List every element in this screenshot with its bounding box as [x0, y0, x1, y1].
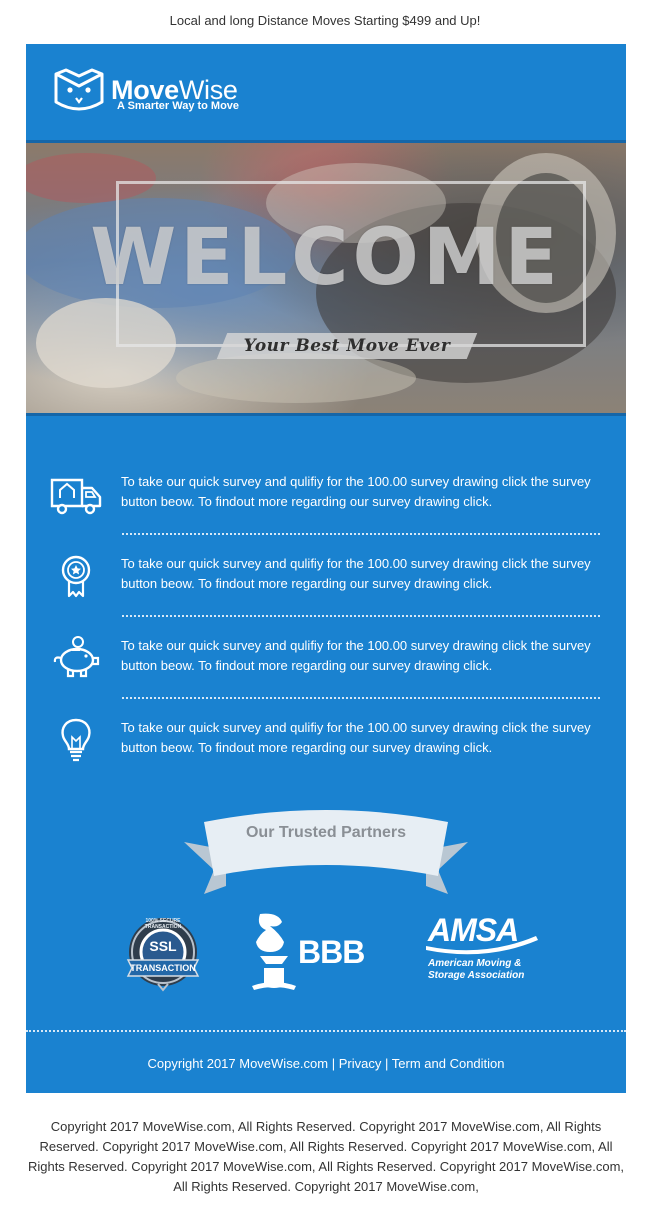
hero-title: WELCOME — [90, 213, 562, 303]
ssl-center-text: SSL — [149, 938, 177, 954]
footer-separator: | — [331, 1056, 336, 1071]
feature-item-award — [26, 554, 626, 614]
partners-section — [26, 804, 626, 1054]
hero-subtitle: Your Best Move Ever — [243, 336, 451, 356]
email-card — [26, 44, 626, 1093]
footer-links — [26, 1056, 626, 1071]
footer-separator: | — [385, 1056, 389, 1071]
feature-text: To take our quick survey and qulifiy for the 100.00 survey drawing click the survey button beow. To findout more regarding our survey drawing click. — [121, 638, 591, 673]
feature-text: To take our quick survey and qulifiy for the 100.00 survey drawing click the survey button beow. To findout more regarding our survey drawing click. — [121, 474, 591, 509]
brand-tagline: A Smarter Way to Move — [117, 100, 240, 112]
logo[interactable] — [52, 68, 292, 118]
divider — [122, 615, 600, 617]
ssl-ring-text: 100% SECURE TRANSACTION — [144, 918, 182, 930]
piggy-bank-icon — [50, 636, 102, 680]
feature-item-savings — [26, 636, 626, 696]
award-badge-icon — [50, 554, 102, 598]
amsa-badge[interactable] — [424, 912, 544, 996]
bbb-badge[interactable] — [248, 908, 378, 998]
divider — [122, 533, 600, 535]
lightbulb-icon — [50, 718, 102, 762]
ssl-banner-text: TRANSACTION — [130, 963, 196, 973]
feature-text: To take our quick survey and qulifiy for the 100.00 survey drawing click the survey button beow. To findout more regarding our survey drawing click. — [121, 556, 591, 591]
moving-truck-icon — [50, 472, 102, 516]
bbb-text: BBB — [298, 934, 365, 970]
amsa-title: AMSA — [428, 912, 519, 948]
feature-item-truck — [26, 472, 626, 532]
header — [26, 44, 626, 140]
amsa-line2: Storage Association — [428, 970, 525, 981]
preheader-text: Local and long Distance Moves Starting $499 and Up! — [169, 13, 481, 28]
owl-logo-icon — [52, 68, 106, 114]
partners-heading: Our Trusted Partners — [245, 824, 407, 841]
footer-copyright: Copyright 2017 MoveWise.com — [147, 1056, 329, 1071]
feature-item-idea — [26, 718, 626, 778]
footer-divider — [26, 1030, 626, 1032]
terms-link[interactable]: Term and Condition — [391, 1056, 505, 1071]
partners-banner — [26, 804, 626, 904]
brand-name: MoveWise — [111, 75, 238, 105]
hero-banner — [26, 140, 626, 416]
divider — [122, 697, 600, 699]
amsa-line1: American Moving & — [428, 958, 522, 969]
legal-text: Copyright 2017 MoveWise.com, All Rights Reserved. Copyright 2017 MoveWise.com, All Rights Reserved. Copyright 2017 MoveWise.com, All Rights Reserved. Copyright 2017 MoveWise.com, All Rights Reserved. Copyright 2017 MoveWise.com, All Rights Reserved. Copyright 2017 MoveWise.com, All Rights Reserved. Copyright 2017 MoveWise.com, — [27, 1119, 625, 1194]
feature-text: To take our quick survey and qulifiy for the 100.00 survey drawing click the survey button beow. To findout more regarding our survey drawing click. — [121, 720, 591, 755]
privacy-link[interactable]: Privacy — [338, 1056, 382, 1071]
ssl-badge[interactable] — [118, 912, 208, 1002]
bbb-torch-icon — [248, 908, 300, 994]
